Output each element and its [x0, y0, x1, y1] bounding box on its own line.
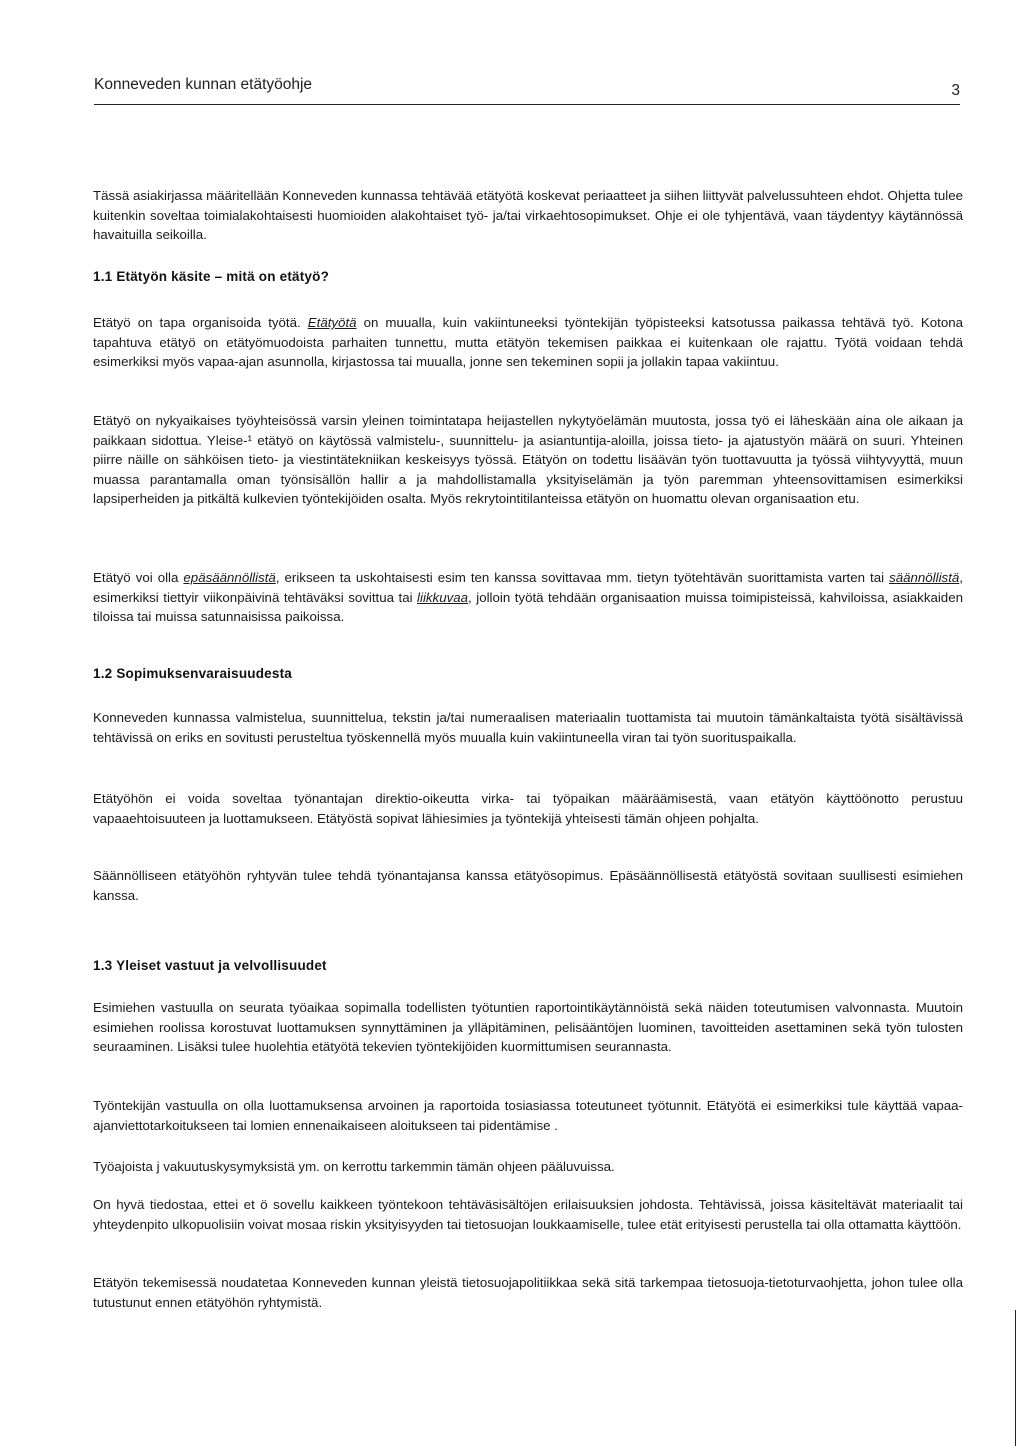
- paragraph: On hyvä tiedostaa, ettei et ö sovellu kaikkeen työntekoon tehtäväsisältöjen erilaisuuksien johdosta. Tehtävissä, joissa käsiteltävät materiaalit tai yhteydenpito ulkopuolisiin voivat mosaa riskin yksityisyyden tai tietosuojan loukkaamiselle, tulee etät erityisesti perustella tai olla ottamatta käyttöön.: [93, 1197, 963, 1232]
- paragraph: Etätyön tekemisessä noudatetaa Konneveden kunnan yleistä tietosuojapolitiikkaa sekä sitä tarkempaa tietosuoja-tietoturvaohjetta, johon tulee olla tutustunut ennen etätyöhön ryhtymistä.: [93, 1275, 963, 1310]
- section-heading-1-1: 1.1 Etätyön käsite – mitä on etätyö?: [93, 269, 330, 284]
- text-run: , erikseen ta uskohtaisesti esim ten kanssa sovittavaa mm. tietyn työtehtävän suorittamista varten tai: [275, 570, 890, 585]
- scan-edge-line: [1015, 1310, 1017, 1446]
- page-number: 3: [951, 82, 960, 99]
- section-1-2-p3: [93, 866, 963, 905]
- term-liikkuvaa: liikkuvaa: [417, 589, 469, 605]
- paragraph: Etätyö on nykyaikaises työyhteisössä varsin yleinen toimintatapa heijastellen nykytyöelämän muutosta, jossa työ ei läheskään aina ole aikaan ja paikkaan sidottua. Yleise-¹ etätyö on käytössä valmistelu-, suunnittelu- ja asiantuntija-aloilla, joissa tieto- ja ajatustyön määrä on suuri. Yhteinen piirre näille on sähköisen tieto- ja viestintätekniikan keskeisyys työssä. Etätyön on todettu lisäävän työn tuottavuutta ja työssä viihtyvyyttä, muun muassa parantamalla oman työnsisällön hallir a ja mahdollistamalla yksityiselämän ja työn paremman yhteensovittamisen esimerkiksi lapsiperheiden ja pitkältä kulkevien työntekijöiden osalta. Myös rekrytointitilanteissa etätyön on huomattu olevan organisaation etu.: [93, 413, 963, 506]
- document-title: Konneveden kunnan etätyöohje: [94, 76, 313, 93]
- term-etatyota: Etätyötä: [307, 315, 357, 330]
- paragraph: Säännölliseen etätyöhön ryhtyvän tulee tehdä työnantajansa kanssa etätyösopimus. Epäsäännöllisestä etätyöstä sovitaan suullisesti esimiehen kanssa.: [93, 868, 963, 903]
- paragraph: Etätyöhön ei voida soveltaa työnantajan direktio-oikeutta virka- tai työpaikan määräämisestä, vaan etätyön käyttöönotto perustuu vapaaehtoisuuteen ja luottamukseen. Etätyöstä sopivat lähiesimies ja työntekijä yhteisesti tämän ohjeen pohjalta.: [93, 791, 963, 826]
- section-1-1-p1: [93, 313, 963, 372]
- intro-section: [93, 186, 963, 245]
- page-header: [94, 76, 960, 105]
- term-epasaannollista: epäsäännöllistä: [183, 570, 276, 585]
- section-1-3-p4: [93, 1195, 963, 1234]
- paragraph: Konneveden kunnassa valmistelua, suunnittelua, tekstin ja/tai numeraalisen materiaalin tuottamista tai muutoin tämänkaltaista työtä sisältävissä tehtävissä on eriks en sovitusti perusteltua työskennellä myös muualla kuin vakiintuneella viran tai työn suorituspaikalla.: [93, 710, 963, 745]
- section-1-2-p2: [93, 789, 963, 828]
- intro-paragraph: Tässä asiakirjassa määritellään Konneveden kunnassa tehtävää etätyötä koskevat periaatteet ja siihen liittyvät palvelussuhteen ehdot. Ohjetta tulee kuitenkin soveltaa toimialakohtaisesti huomioiden alakohtaiset työ- ja/tai virkaehtosopimukset. Ohje ei ole tyhjentävä, vaan täydentyy käytännössä havaituilla seikoilla.: [93, 188, 963, 242]
- paragraph: Esimiehen vastuulla on seurata työaikaa sopimalla todellisten työtuntien raportointikäytännöistä sekä näiden toteutumisen valvonnasta. Muutoin esimiehen roolissa korostuvat luottamuksen synnyttäminen ja ylläpitäminen, pelisääntöjen luominen, tavoitteiden asettaminen sekä työn tulosten seuraaminen. Lisäksi tulee huolehtia etätyötä tekevien työntekijöiden kuormittumisen seurannasta.: [93, 1000, 963, 1054]
- section-1-2-p1: [93, 708, 963, 747]
- section-1-1-p3: [93, 568, 963, 627]
- section-1-3-p2: [93, 1096, 963, 1135]
- section-1-1-p2: [93, 411, 963, 509]
- section-1-3-p5: [93, 1273, 963, 1312]
- section-heading-1-3: 1.3 Yleiset vastuut ja velvollisuudet: [93, 958, 327, 973]
- text-run: , jolloin työtä tehdään organisaation muissa toimipisteissä, kahviloissa, asiakkaiden tiloissa tai muissa satunnaisissa paikoissa.: [93, 589, 963, 624]
- paragraph: Työajoista j vakuutuskysymyksistä ym. on kerrottu tarkemmin tämän ohjeen pääluvuissa.: [93, 1159, 615, 1174]
- term-saannollista: säännöllistä: [889, 570, 960, 585]
- section-heading-1-2: 1.2 Sopimuksenvaraisuudesta: [93, 666, 292, 681]
- text-run: Etätyö voi olla: [93, 570, 184, 585]
- text-run: on muualla, kuin vakiintuneeksi työntekijän työpisteeksi katsotussa paikassa tehtävä työ. Kotona tapahtuva etätyö on etätyömuodoista parhaiten tunnettu, mutta etätyön tekemisen paikkaa ei kuitenkaan ole rajattu. Työtä voidaan tehdä esimerkiksi myös vapaa-ajan asunnolla, kirjastossa tai muualla, jonne sen tekeminen sopii ja jollakin tapaa vakiintuu.: [93, 315, 964, 369]
- section-1-3-p3: [93, 1157, 963, 1177]
- text-run: Etätyö on tapa organisoida työtä.: [93, 315, 308, 330]
- paragraph: Työntekijän vastuulla on olla luottamuksensa arvoinen ja raportoida tosiasiassa toteutuneet työtunnit. Etätyötä ei esimerkiksi tule käyttää vapaa-ajanviettotarkoitukseen tai lomien ennenaikaiseen aloitukseen tai pidentämise .: [93, 1098, 963, 1133]
- section-1-3-p1: [93, 998, 963, 1057]
- text-run: , esimerkiksi tiettyir viikonpäivinä tehtäväksi sovittua tai: [93, 570, 963, 605]
